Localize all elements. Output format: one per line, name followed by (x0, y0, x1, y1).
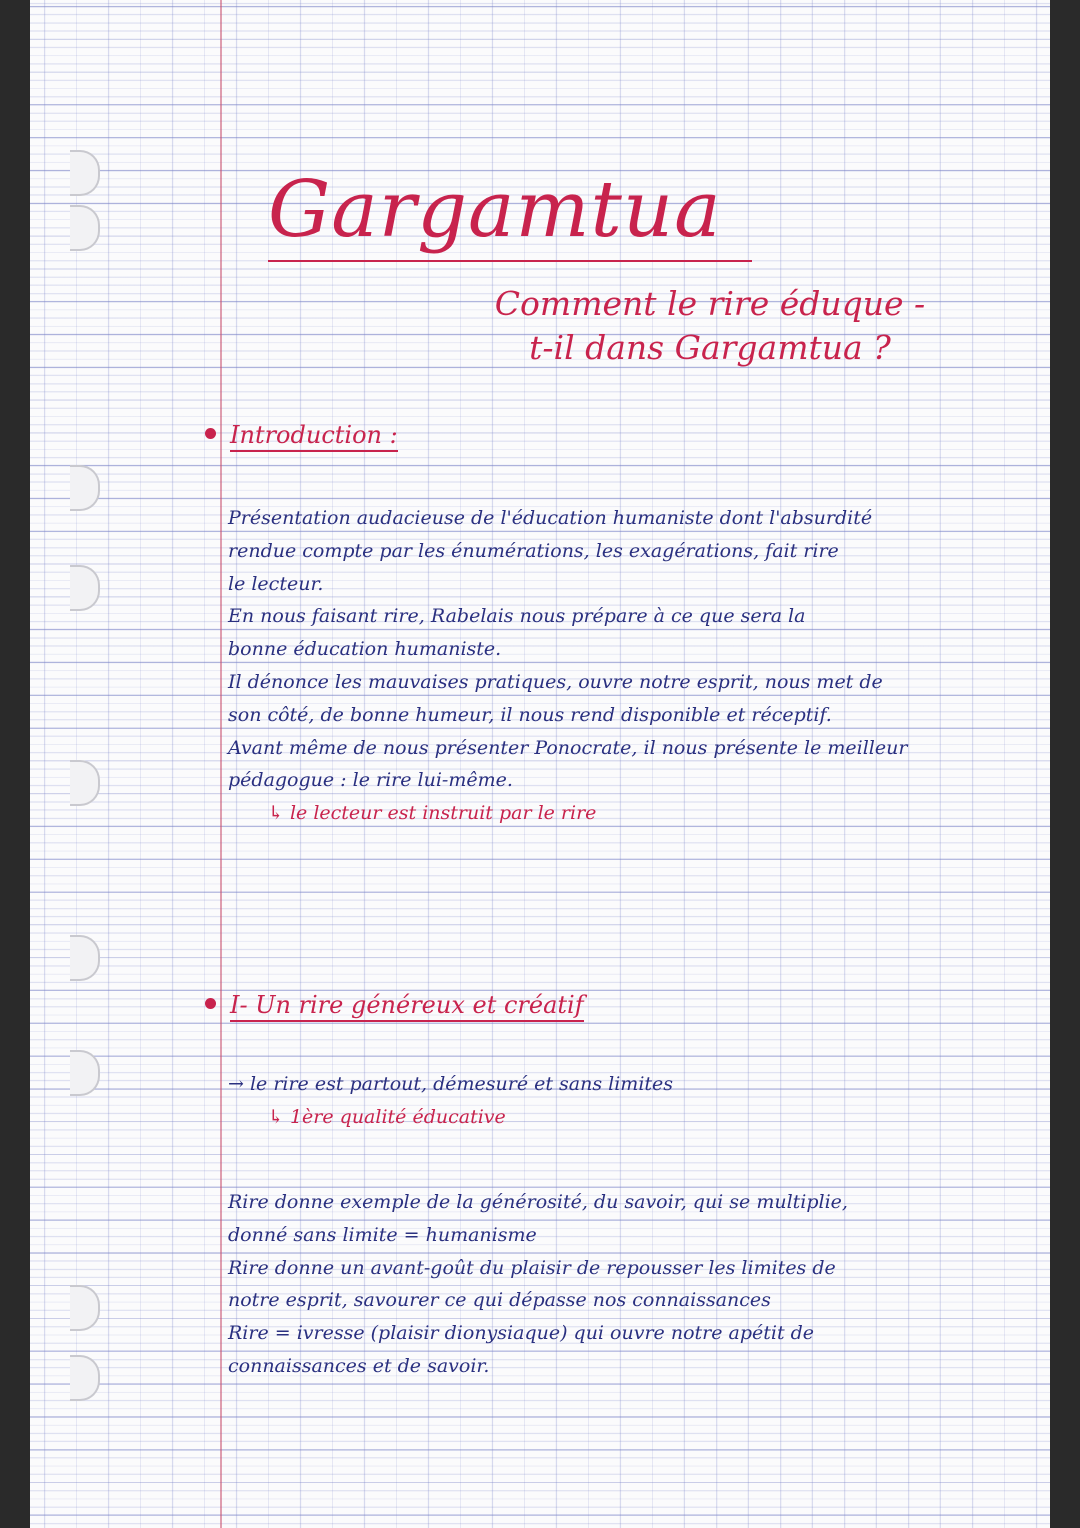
punch-hole (70, 935, 100, 981)
notebook-page (30, 0, 1050, 1528)
introduction-text (228, 502, 1008, 830)
text-line: Avant même de nous présenter Ponocrate, il nous présente le meilleur (228, 736, 908, 759)
margin-line (220, 0, 222, 1528)
question-line: t-il dans Gargamtua ? (529, 328, 891, 367)
page-title: Gargamtua (268, 160, 752, 262)
question-line: Comment le rire éduque - (494, 284, 926, 323)
punch-hole (70, 465, 100, 511)
text-line: Présentation audacieuse de l'éducation humaniste dont l'absurdité (228, 507, 873, 529)
text-line: notre esprit, savourer ce qui dépasse nos connaissances (228, 1289, 771, 1312)
bullet-dot (205, 998, 216, 1009)
text-line: bonne éducation humaniste. (228, 638, 502, 661)
text-line: donné sans limite = humanisme (228, 1223, 537, 1246)
punch-hole (70, 150, 100, 196)
text-line: le lecteur. (228, 572, 324, 595)
key-point-sub: ↳ 1ère qualité éducative (268, 1105, 506, 1128)
punch-hole (70, 205, 100, 251)
punch-hole (70, 760, 100, 806)
key-point-arrow: → le rire est partout, démesuré et sans limites (228, 1073, 674, 1095)
text-line: Rire donne un avant-goût du plaisir de repousser les limites de (228, 1256, 836, 1279)
text-line: connaissances et de savoir. (228, 1354, 490, 1377)
text-line: Rire = ivresse (plaisir dionysiaque) qui ouvre notre apétit de (228, 1322, 815, 1345)
text-line: son côté, de bonne humeur, il nous rend disponible et réceptif. (228, 703, 832, 726)
punch-hole (70, 1355, 100, 1401)
text-line: En nous faisant rire, Rabelais nous prépare à ce que sera la (228, 605, 806, 628)
punch-hole (70, 1285, 100, 1331)
text-line: Rire donne exemple de la générosité, du savoir, qui se multiplie, (228, 1191, 848, 1213)
text-line: rendue compte par les énumérations, les exagérations, fait rire (228, 539, 839, 562)
intro-conclusion: ↳ le lecteur est instruit par le rire (268, 802, 597, 825)
text-line: Il dénonce les mauvaises pratiques, ouvre notre esprit, nous met de (228, 670, 883, 693)
punch-hole (70, 1050, 100, 1096)
introduction-heading: Introduction : (230, 420, 398, 452)
bullet-dot (205, 428, 216, 439)
section-1-key-point (228, 1068, 673, 1134)
section-1-heading: I- Un rire généreux et créatif (230, 990, 584, 1022)
problem-question (400, 282, 1020, 370)
punch-hole (70, 565, 100, 611)
section-1-text (228, 1186, 1008, 1383)
text-line: pédagogue : le rire lui-même. (228, 769, 513, 792)
